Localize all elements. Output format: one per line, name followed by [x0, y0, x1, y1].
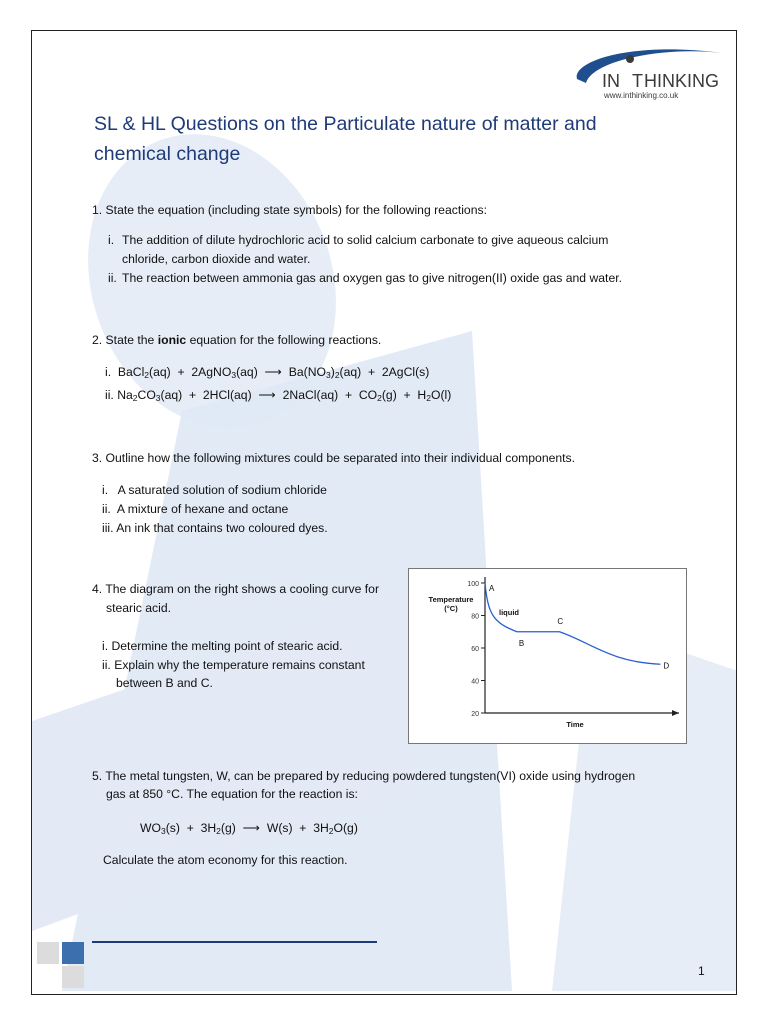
q3-item-i: i. A saturated solution of sodium chloride — [102, 483, 327, 497]
svg-text:T: T — [632, 71, 643, 91]
liquid-label: liquid — [499, 608, 519, 617]
point-label-b: B — [518, 638, 525, 648]
footer-rule — [92, 941, 377, 943]
cooling-curve-svg — [409, 569, 686, 743]
q1-i-number: i. — [108, 233, 115, 247]
point-label-a: A — [489, 584, 495, 593]
page-number: 1 — [698, 964, 705, 978]
q1-ii-number: ii. — [108, 271, 117, 285]
y-axis-label-line2: (°C) — [444, 604, 458, 613]
page-title: SL & HL Questions on the Particulate nature of matter and chemical change — [94, 113, 597, 165]
q5-equation: $WO_3(s) + 3H_2(g)$ ⟶ $W(s) + 3H_2O(g)$ — [140, 821, 358, 836]
document-page — [31, 30, 737, 995]
x-axis-arrow — [672, 710, 679, 716]
q4-item-ii-line2: between B and C. — [116, 676, 213, 690]
q5-calculate: Calculate the atom economy for this reaction. — [103, 853, 348, 867]
q3-item-ii: ii. A mixture of hexane and octane — [102, 502, 289, 516]
y-tick-label: 100 — [467, 581, 479, 588]
point-label-c: C — [557, 616, 564, 626]
svg-text:IN: IN — [602, 71, 620, 91]
q2-equation-ii: ii. $Na_2CO_3(aq) + 2HCl(aq)$ ⟶ 2NaCl(aq) + $CO_2(g) + H_2O(l)$ — [105, 388, 452, 403]
point-label-d: D — [663, 661, 670, 671]
q4-item-ii-line1: ii. Explain why the temperature remains constant — [102, 658, 365, 672]
y-tick-label: 60 — [471, 646, 479, 653]
inthinking-logo — [572, 41, 722, 108]
q5-stem-line2: gas at 850 °C. The equation for the reaction is: — [106, 787, 358, 801]
logo-url: www.inthinking.co.uk — [604, 91, 679, 100]
q4-item-i: i. Determine the melting point of stearic acid. — [102, 639, 343, 653]
q2-equation-i: i. BaCl$_2$(aq) + 2AgNO$_3$(aq) ⟶ $Ba(NO_3)_2(aq)$ + 2AgCl(s) — [105, 365, 430, 380]
footer-square-grey — [37, 942, 59, 964]
q1-ii-text: The reaction between ammonia gas and oxygen gas to give nitrogen(II) oxide gas and water. — [122, 271, 622, 285]
q5-stem-line1: 5. The metal tungsten, W, can be prepared by reducing powdered tungsten(VI) oxide using hydrogen — [92, 769, 636, 783]
q2-stem: 2. State the ionic equation for the following reactions. — [92, 333, 382, 347]
y-axis-label-line1: Temperature — [428, 595, 474, 604]
y-tick-label: 40 — [471, 678, 479, 686]
q4-stem-line1: 4. The diagram on the right shows a cooling curve for — [92, 582, 380, 596]
cooling-curve-line — [485, 583, 660, 664]
q4-stem-line2: stearic acid. — [106, 601, 172, 615]
footer-square-grey-2 — [62, 966, 84, 988]
cooling-curve-chart — [408, 568, 687, 744]
q3-stem: 3. Outline how the following mixtures could be separated into their individual components. — [92, 451, 576, 465]
q1-stem: 1. State the equation (including state symbols) for the following reactions: — [92, 203, 487, 217]
q3-item-iii: iii. An ink that contains two coloured dyes. — [102, 521, 328, 535]
svg-text:HINKING: HINKING — [644, 71, 720, 91]
x-axis-label: Time — [566, 720, 584, 729]
y-tick-label: 20 — [471, 711, 479, 718]
q1-i-text-line1: The addition of dilute hydrochloric acid to solid calcium carbonate to give aqueous calcium — [122, 233, 609, 247]
footer-square-blue — [62, 942, 84, 964]
q1-i-text-line2: chloride, carbon dioxide and water. — [122, 252, 311, 266]
y-tick-label: 80 — [471, 613, 479, 621]
